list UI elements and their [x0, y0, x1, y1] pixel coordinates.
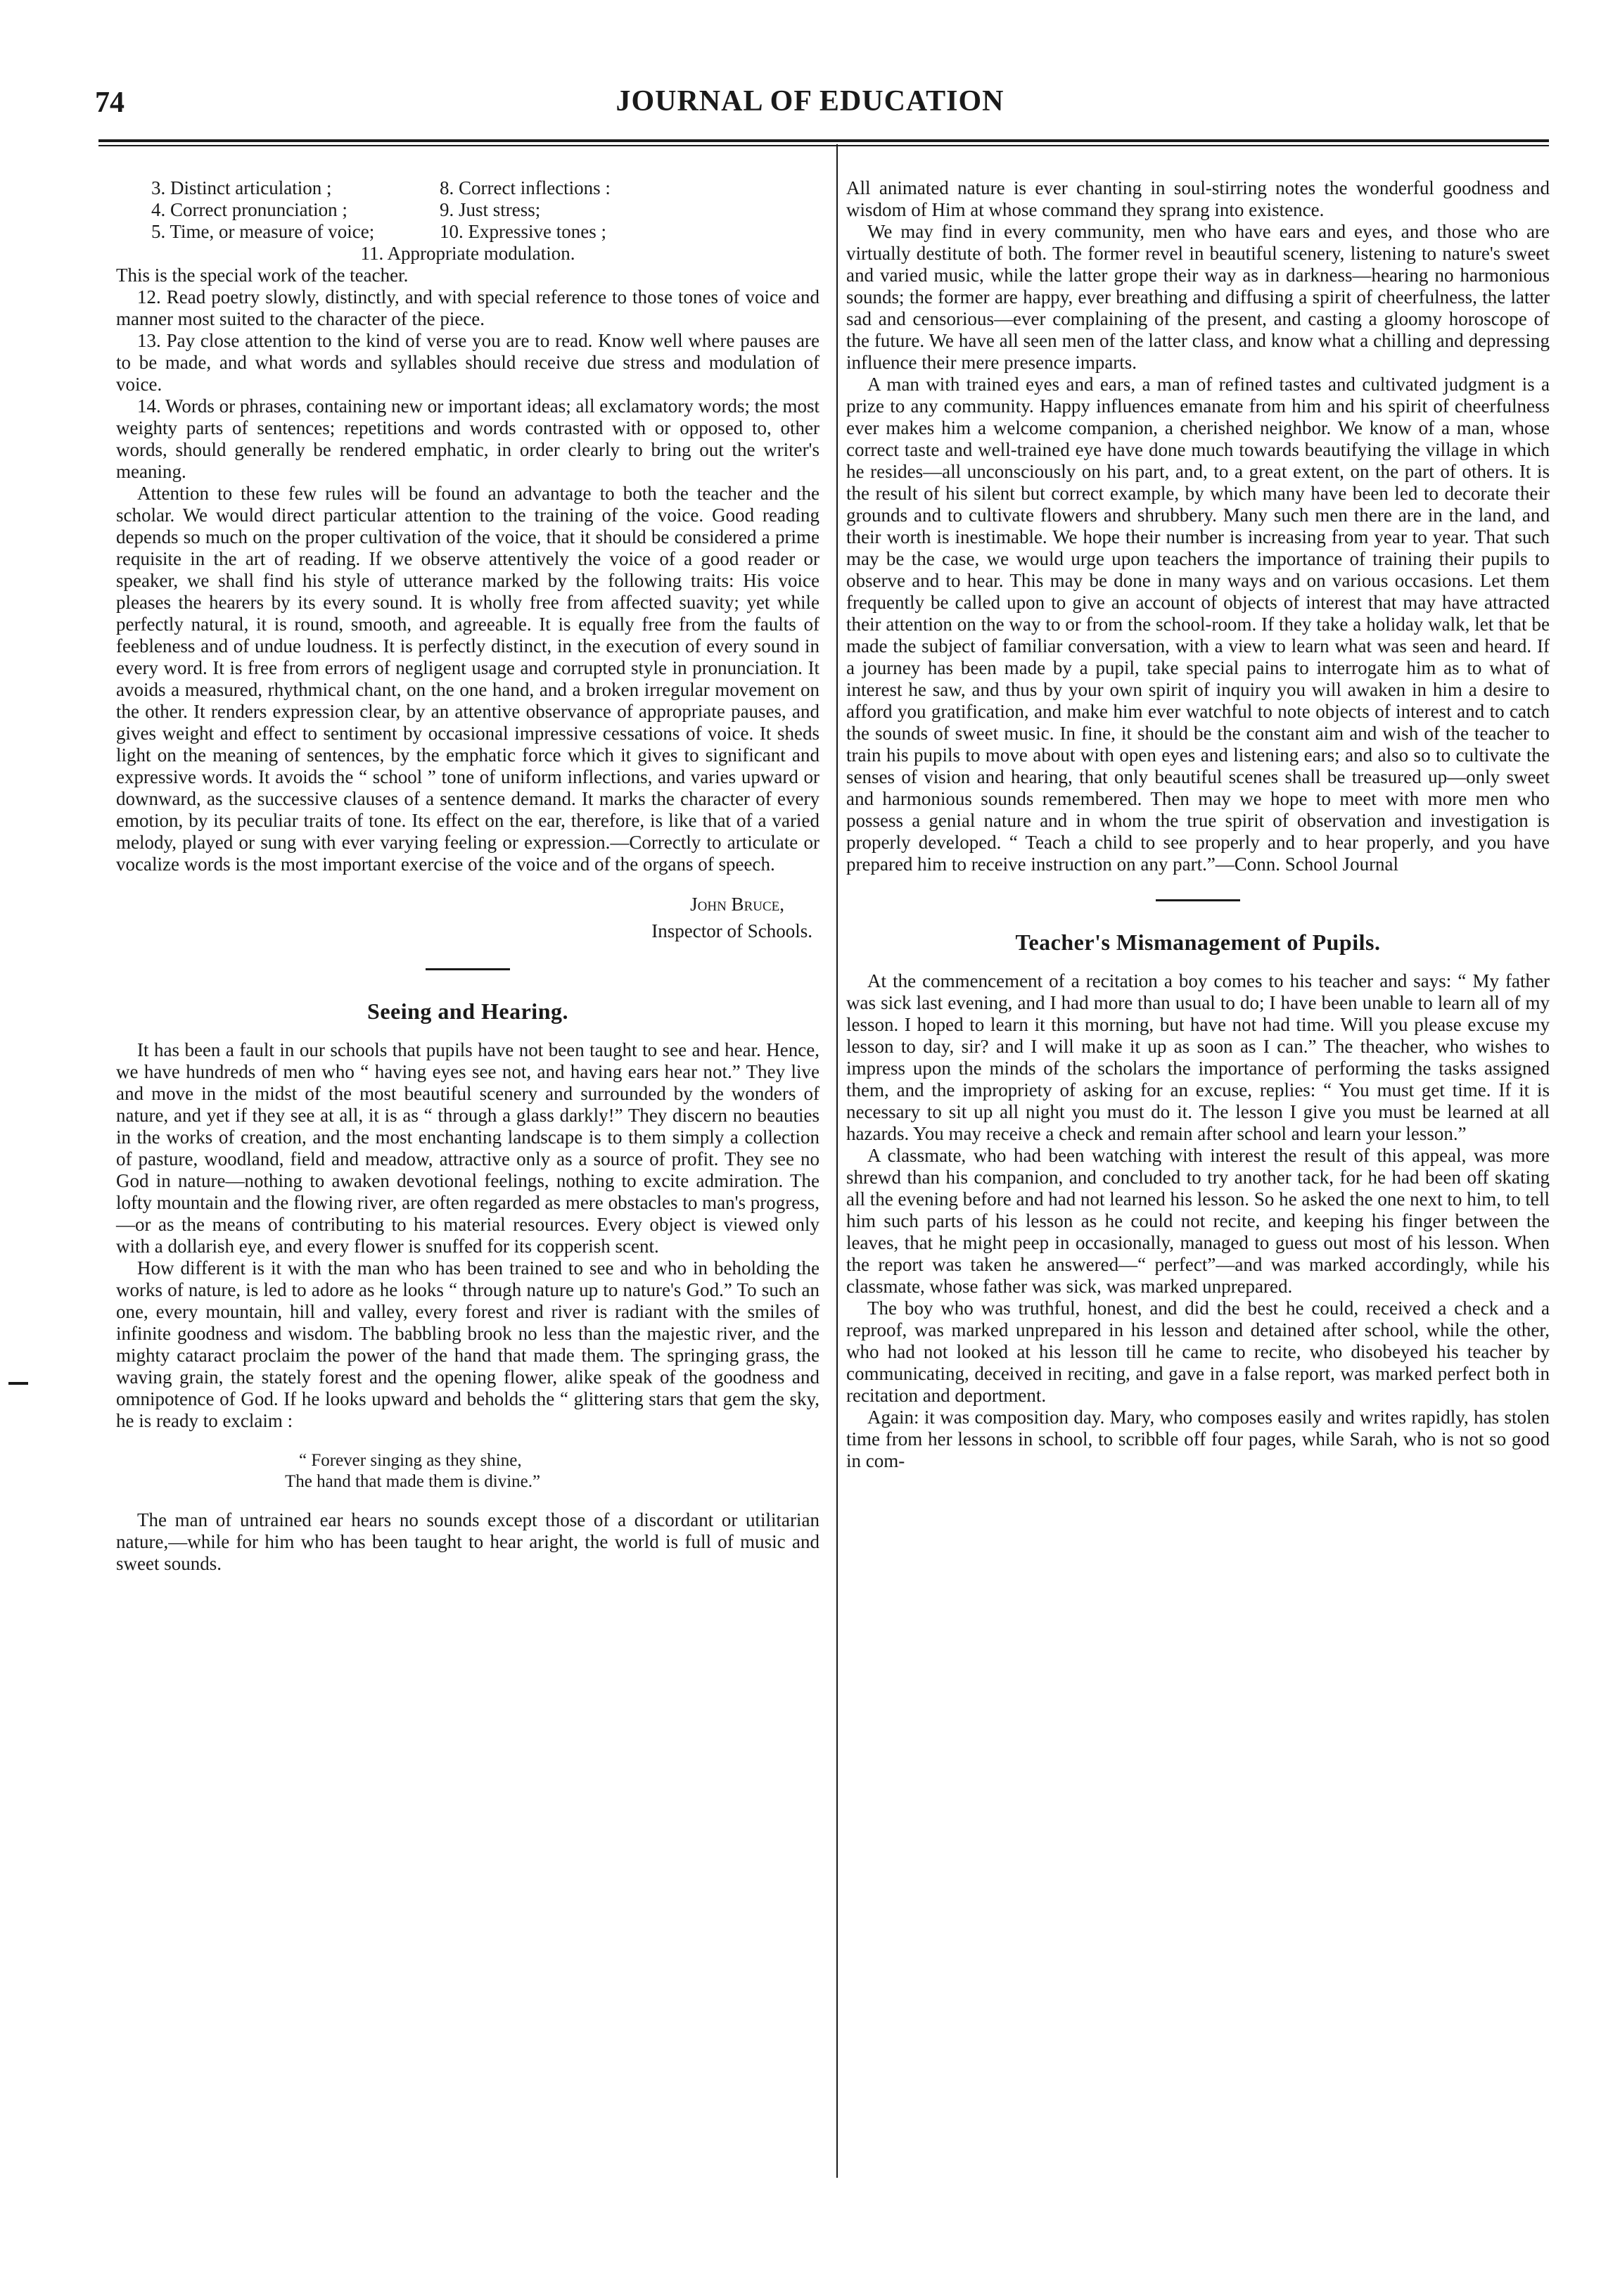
rule-item: 5. Time, or measure of voice;: [151, 221, 375, 242]
paragraph: 12. Read poetry slowly, distinctly, and with special reference to those tones of voice and manner most suited to the character of the piece.: [116, 286, 819, 329]
paragraph: 13. Pay close attention to the kind of verse you are to read. Know well where pauses are to be made, and what words and syllables should receive due stress and modulation of voice.: [116, 330, 819, 395]
reading-rules-list: [116, 177, 819, 265]
paragraph: We may find in every community, men who have ears and eyes, and those who are virtually destitute of both. The former revel in beautiful scenery, listening to nature's sweet and varied music, while the latter grope their way as in darkness—hearing no harmonious sounds; the former are happy, ever breathing and diffusing a spirit of cheerfulness, the latter sad and censorious—ever complaining of the present, and casting a gloomy horoscope of the future. We have all seen men of the latter class, and know what a chilling and depressing influence their mere presence imparts.: [846, 221, 1550, 373]
signature-block: [116, 891, 819, 944]
rule-row: [116, 243, 819, 265]
margin-mark: [8, 1382, 28, 1385]
signature-name: John Bruce,: [690, 894, 784, 915]
header-rule-thick: [98, 139, 1549, 142]
paragraph: At the commencement of a recitation a boy comes to his teacher and says: “ My father was sick last evening, and I had more than usual to do; I have been unable to learn all of my lesson. I hoped to learn it this morning, but have not had time. Will you please excuse my lesson to day, sir? and I will make it up as soon as I can.” The theacher, who wishes to impress upon the minds of the scholars the importance of performing the tasks assigned them, and the impropriety of asking for an excuse, replies: “ You must get time. If it is necessary to sit up all night you must do it. The lesson I give you must be learned at all hazards. You may receive a check and remain after school and learn your lesson.”: [846, 970, 1550, 1144]
rule-row: [116, 199, 819, 221]
paragraph: Attention to these few rules will be found an advantage to both the teacher and the scholar. We would direct particular attention to the training of the voice. Good reading depends so much on the proper cultivation of the voice, that it should be considered a prime requisite in the art of reading. If we observe attentively the voice of a good reader or speaker, we shall find his style of utterance marked by the following traits: His voice pleases the hearers by its every sound. It is wholly free from affected suavity; yet while perfectly natural, it is round, smooth, and agreeable. It is equally free from the faults of feebleness and of undue loudness. It is perfectly distinct, in the execution of every sound in every word. It is free from errors of negligent usage and corrupted style in pronunciation. It avoids a measured, rhythmical chant, on the one hand, and a broken irregular movement on the other. It renders expression clear, by an attentive observance of appropriate pauses, and gives weight and effect to sentiment by occasional impressive cessations of voice. It sheds light on the meaning of sentences, by the emphatic force which it gives to significant and expressive words. It avoids the “ school ” tone of uniform inflections, and varies upward or downward, as the successive clauses of a sentence demand. It marks the character of every emotion, by its peculiar traits of tone. Its effect on the ear, therefore, is like that of a varied melody, played or sung with ever varying feeling or expression.—Correctly to articulate or vocalize words is the most important exercise of the voice and of the organs of speech.: [116, 483, 819, 875]
signature-title: Inspector of Schools.: [651, 920, 812, 941]
rule-item: 4. Correct pronunciation ;: [151, 199, 347, 220]
article-title: Teacher's Mismanagement of Pupils.: [1015, 930, 1381, 955]
page-number: 74: [95, 87, 125, 119]
rule-item: 3. Distinct articulation ;: [151, 177, 332, 198]
poem-quote: [116, 1450, 819, 1492]
paragraph: A man with trained eyes and ears, a man of refined tastes and cultivated judgment is a prize to any community. Happy influences emanate from him and his spirit of cheerfulness ever makes him a welcome companion, a cherished neighbor. We know of a man, whose correct taste and well-trained eye have done much towards beautifying the village in which he resides—all unconsciously on his part, and, to a great extent, on the part of others. It is the result of his silent but correct example, by which many have been led to decorate their grounds and to cultivate flowers and shrubbery. Many such men there are in the land, and their worth is inestimable. We hope their number is increasing from year to year. That such may be the case, we would urge upon teachers the importance of training their pupils to observe and to hear. This may be done in many ways and on various occasions. Let them frequently be called upon to give an account of objects of interest that may have attracted their attention on the way to or from the school-room. If they take a holiday walk, let that be made the subject of familiar conversation, with a view to learn what was seen and heard. If a journey has been made by a pupil, take special pains to interrogate him as to what of interest he saw, and thus by your own spirit of inquiry you will awaken in him a desire to afford you gratification, and make him ever watchful to note objects of interest and to catch the sounds of sweet music. In fine, it should be the constant aim and wish of the teacher to train his pupils to move about with open eyes and listening ears; and also so to cultivate the senses of vision and hearing, that only beautiful scenes shall be treasured up—only sweet and harmonious sounds remembered. Then may we hope to meet with more men who possess a genial nature and in whom the true spirit of observation and investigation is properly developed. “ Teach a child to see properly and to hear properly, and you have prepared him to receive instruction on any part.”—Conn. School Journal: [846, 374, 1550, 875]
poem-line: “ Forever singing as they shine,: [299, 1451, 522, 1470]
paragraph: It has been a fault in our schools that pupils have not been taught to see and hear. Hence, we have hundreds of men who “ having eyes see not, and having ears hear not.” They live and move in the midst of the most beautiful scenery and surrounded by the wonders of nature, and yet if they see at all, it is as “ through a glass darkly!” They discern no beauties in the works of creation, and the most enchanting landscape is to them simply a collection of pasture, woodland, field and meadow, attractive only as a source of profit. They see no God in nature—nothing to awaken devotional feelings, nothing to excite admiration. The lofty mountain and the flowing river, are often regarded as mere obstacles to man's progress,—or as the means of contributing to his material resources. Every object is viewed only with a dollarish eye, and every flower is snuffed for its copperish scent.: [116, 1039, 819, 1257]
poem-line: The hand that made them is divine.”: [285, 1472, 541, 1491]
paragraph: The boy who was truthful, honest, and did the best he could, received a check and a reproof, was marked unprepared in his lesson and detained after school, while the other, who had not looked at his lesson till he came to recite, who disobeyed his teacher by communicating, deceived in reciting, and gave in a false report, was marked perfect both in recitation and deportment.: [846, 1298, 1550, 1406]
left-column: [116, 177, 819, 1575]
section-separator: [426, 968, 510, 970]
column-divider: [836, 144, 838, 2178]
rule-item: 11. Appropriate modulation.: [360, 243, 575, 264]
rule-row: [116, 221, 819, 243]
paragraph: Again: it was composition day. Mary, who composes easily and writes rapidly, has stolen time from her lessons in school, to scribble off four pages, while Sarah, who is not so good in com-: [846, 1407, 1550, 1471]
header-rule-thin: [98, 145, 1549, 146]
rule-row: [116, 177, 819, 199]
rule-item: 10. Expressive tones ;: [440, 221, 606, 242]
right-column: [846, 177, 1550, 1472]
rule-item: 8. Correct inflections :: [440, 177, 611, 198]
section-separator: [1156, 899, 1240, 901]
paragraph: The man of untrained ear hears no sounds except those of a discordant or utilitarian nature,—while for him who has been taught to hear aright, the world is full of music and sweet sounds.: [116, 1509, 819, 1574]
journal-title: JOURNAL OF EDUCATION: [616, 85, 1004, 118]
paragraph: This is the special work of the teacher.: [116, 265, 409, 286]
paragraph: All animated nature is ever chanting in soul-stirring notes the wonderful goodness and wisdom of Him at whose command they sprang into existence.: [846, 177, 1550, 220]
rule-item: 9. Just stress;: [440, 199, 541, 220]
paragraph: How different is it with the man who has been trained to see and who in beholding the works of nature, is led to adore as he looks “ through nature up to nature's God.” To such an one, every mountain, hill and valley, every forest and river is radiant with the smiles of infinite goodness and wisdom. The babbling brook no less than the majestic river, and the mighty cataract proclaim the power of the hand that made them. The springing grass, the waving grain, the stately forest and the opening flower, alike speak of the goodness and omnipotence of God. If he looks upward and beholds the “ glittering stars that gem the sky, he is ready to exclaim :: [116, 1257, 819, 1431]
article-title: Seeing and Hearing.: [367, 998, 568, 1024]
paragraph: A classmate, who had been watching with interest the result of this appeal, was more shrewd than his companion, and concluded to try another tack, for he had been off skating all the evening before and had not learned his lesson. So he asked the one next to him, to tell him such parts of his lesson as he could not recite, and keeping his finger between the leaves, that he might peep in occasionally, managed to guess out most of his lesson. When the report was taken he answered—“ perfect”—and was marked accordingly, while his classmate, whose father was sick, was marked unprepared.: [846, 1145, 1550, 1297]
paragraph: 14. Words or phrases, containing new or important ideas; all exclamatory words; the most weighty parts of sentences; repetitions and words contrasted with or opposed to, other words, should generally be rendered emphatic, in order clearly to bring out the writer's meaning.: [116, 395, 819, 482]
